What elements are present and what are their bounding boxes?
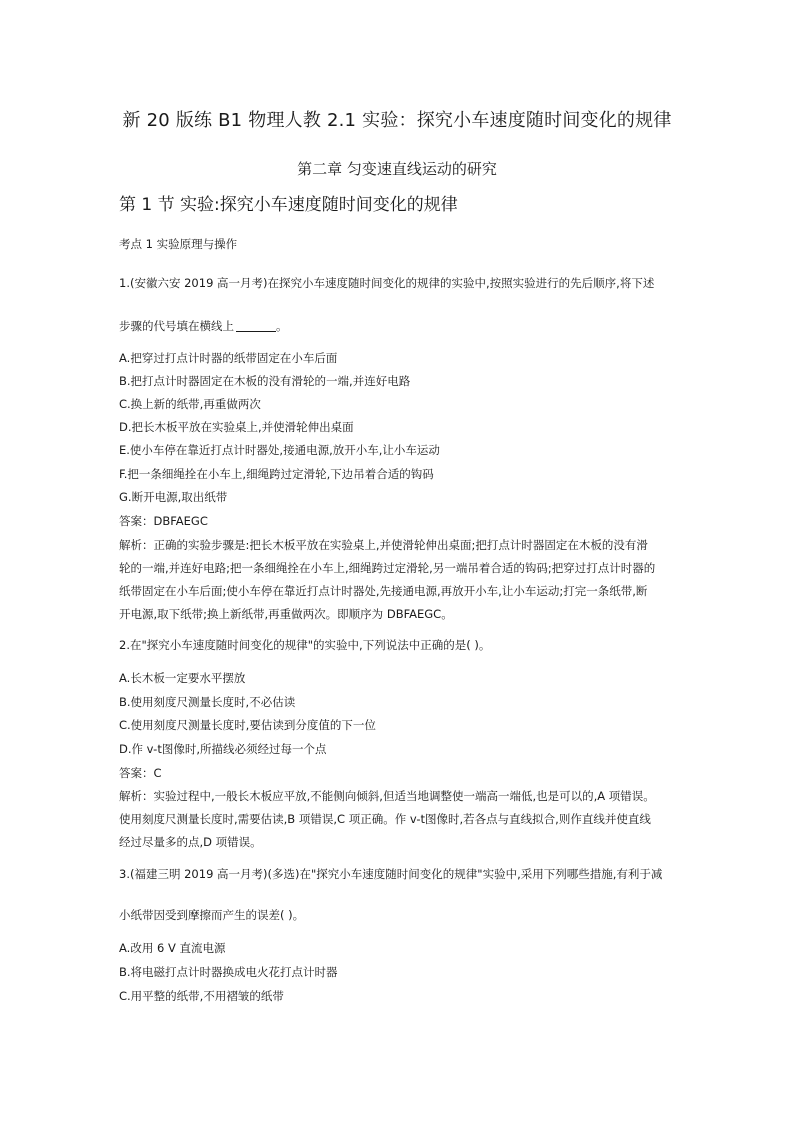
q1-option-d: D.把长木板平放在实验桌上,并使滑轮伸出桌面 [119,420,354,434]
q1-option-f: F.把一条细绳拴在小车上,细绳跨过定滑轮,下边吊着合适的钩码 [119,467,434,481]
q1-option-c: C.换上新的纸带,再重做两次 [119,397,261,411]
q2-answer: 答案：C [119,766,162,780]
document-title: 新 20 版练 B1 物理人教 2.1 实验：探究小车速度随时间变化的规律 [122,110,672,131]
q2-stem: 2.在"探究小车速度随时间变化的规律"的实验中,下列说法中正确的是( )。 [119,638,491,652]
q1-analysis-line-1: 解析：正确的实验步骤是:把长木板平放在实验桌上,并使滑轮伸出桌面;把打点计时器固定在木板的没有滑 [119,538,648,552]
q2-analysis-line-1: 解析：实验过程中,一般长木板应平放,不能侧向倾斜,但适当地调整使一端高一端低,也是可以的,A 项错误。 [119,789,655,803]
topic-heading: 考点 1 实验原理与操作 [119,237,238,251]
q3-stem-line-2: 小纸带因受到摩擦而产生的误差( )。 [119,908,305,922]
answer-blank [236,319,276,332]
q2-option-c: C.使用刻度尺测量长度时,要估读到分度值的下一位 [119,718,376,732]
q3-option-b: B.将电磁打点计时器换成电火花打点计时器 [119,965,338,979]
q1-analysis-line-2: 轮的一端,并连好电路;把一条细绳拴在小车上,细绳跨过定滑轮,另一端吊着合适的钩码;把穿过打点计时器的 [119,561,656,575]
q1-analysis-line-4: 开电源,取下纸带;换上新纸带,再重做两次。即顺序为 DBFAEGC。 [119,607,453,621]
q1-option-g: G.断开电源,取出纸带 [119,490,228,504]
q2-option-d: D.作 v-t图像时,所描线必须经过每一个点 [119,742,327,756]
section-title: 第 1 节 实验:探究小车速度随时间变化的规律 [119,195,458,215]
q3-stem-line-1: 3.(福建三明 2019 高一月考)(多选)在"探究小车速度随时间变化的规律"实验中,采用下列哪些措施,有利于减 [119,867,663,881]
q1-stem-end: 。 [276,319,288,333]
q1-stem-line-1: 1.(安徽六安 2019 高一月考)在探究小车速度随时间变化的规律的实验中,按照实验进行的先后顺序,将下述 [119,276,655,290]
q1-answer: 答案：DBFAEGC [119,514,208,528]
q1-stem-text: 步骤的代号填在横线上 [119,319,234,333]
q1-option-e: E.使小车停在靠近打点计时器处,接通电源,放开小车,让小车运动 [119,443,440,457]
q2-analysis-line-2: 使用刻度尺测量长度时,需要估读,B 项错误,C 项正确。作 v-t图像时,若各点与直线拟合,则作直线并使直线 [119,812,651,826]
q1-option-b: B.把打点计时器固定在木板的没有滑轮的一端,并连好电路 [119,374,411,388]
q2-option-b: B.使用刻度尺测量长度时,不必估读 [119,695,296,709]
chapter-title: 第二章 匀变速直线运动的研究 [297,160,497,178]
q2-analysis-line-3: 经过尽量多的点,D 项错误。 [119,835,262,849]
q1-stem-line-2 [119,318,288,334]
q3-option-c: C.用平整的纸带,不用褶皱的纸带 [119,989,284,1003]
q1-analysis-line-3: 纸带固定在小车后面;使小车停在靠近打点计时器处,先接通电源,再放开小车,让小车运动;打完一条纸带,断 [119,584,648,598]
q2-option-a: A.长木板一定要水平摆放 [119,671,246,685]
q1-option-a: A.把穿过打点计时器的纸带固定在小车后面 [119,351,338,365]
q3-option-a: A.改用 6 V 直流电源 [119,941,226,955]
